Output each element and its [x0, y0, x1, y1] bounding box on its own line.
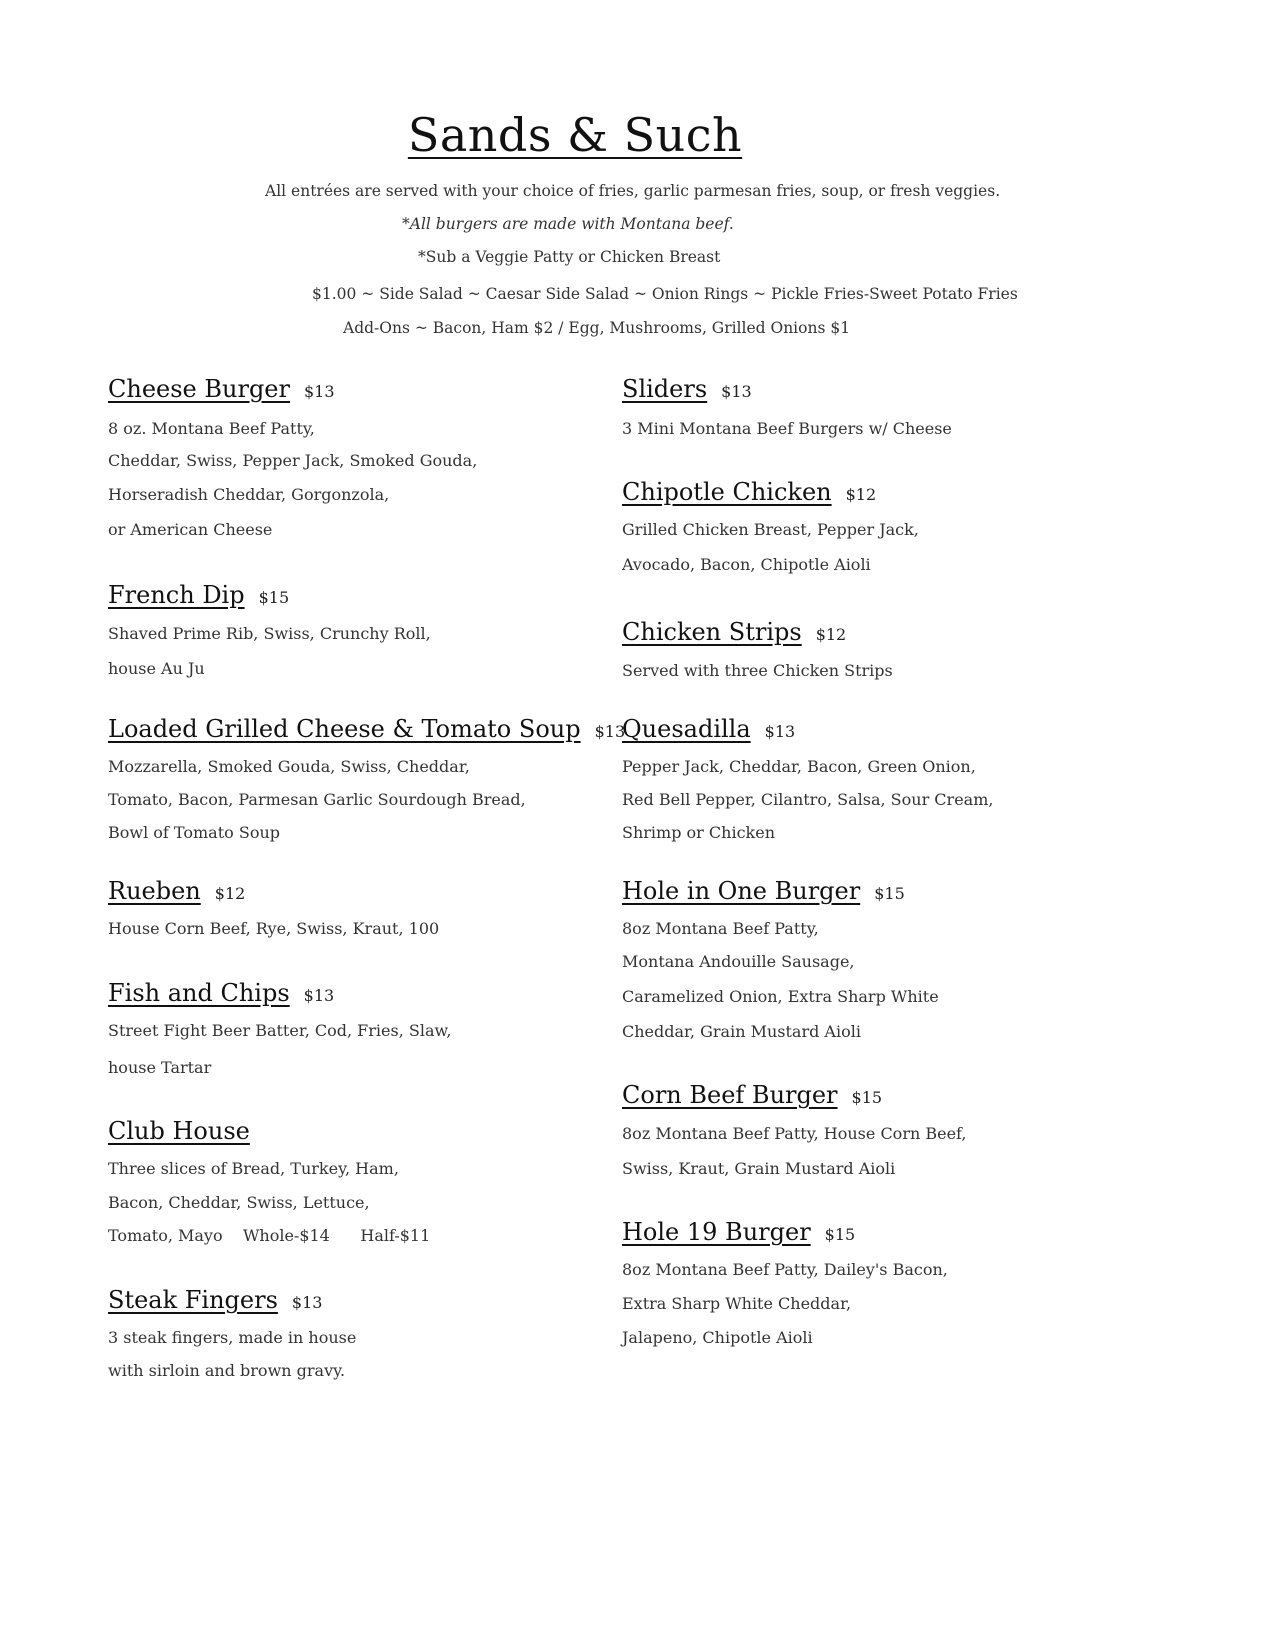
item-price: $15 [258, 588, 290, 607]
item-price: $13 [303, 382, 335, 401]
item-description-line: Bowl of Tomato Soup [108, 823, 280, 842]
item-name: Cheese Burger [108, 375, 290, 403]
item-description-line: Red Bell Pepper, Cilantro, Salsa, Sour Cream, [622, 790, 994, 809]
menu-item-quesadilla [622, 715, 1142, 855]
item-description-line: Montana Andouille Sausage, [622, 952, 855, 971]
item-description-line: Cheddar, Grain Mustard Aioli [622, 1022, 861, 1041]
item-price: $13 [721, 382, 752, 401]
item-description-line: Tomato, Bacon, Parmesan Garlic Sourdough Bread, [108, 790, 526, 809]
item-price: $13 [291, 1293, 323, 1312]
menu-item-fish-and-chips [108, 979, 628, 1089]
substitution-note: *Sub a Veggie Patty or Chicken Breast [418, 248, 721, 266]
item-name: French Dip [108, 581, 245, 609]
item-description-line: Shrimp or Chicken [622, 823, 775, 842]
item-price: $15 [851, 1088, 883, 1107]
item-description-line: Street Fight Beer Batter, Cod, Fries, Slaw, [108, 1021, 452, 1040]
montana-beef-note: *All burgers are made with Montana beef. [402, 215, 734, 233]
item-price: $12 [815, 625, 847, 644]
item-name: Loaded Grilled Cheese & Tomato Soup [108, 715, 581, 743]
item-description-line: Shaved Prime Rib, Swiss, Crunchy Roll, [108, 624, 431, 643]
menu-item-chipotle-chicken [622, 478, 1142, 588]
item-price: $15 [874, 884, 905, 903]
item-name: Sliders [622, 375, 708, 403]
item-name: Club House [108, 1117, 250, 1145]
item-name: Hole 19 Burger [622, 1218, 811, 1246]
item-price: $12 [214, 884, 246, 903]
item-description-line: Bacon, Cheddar, Swiss, Lettuce, [108, 1193, 370, 1212]
item-description-line: 3 Mini Montana Beef Burgers w/ Cheese [622, 419, 952, 438]
menu-item-club-house [108, 1117, 628, 1257]
menu-item-hole-in-one-burger [622, 877, 1142, 1057]
item-description-line: Extra Sharp White Cheddar, [622, 1294, 852, 1313]
item-description-line: Avocado, Bacon, Chipotle Aioli [622, 555, 871, 574]
item-description-line: Horseradish Cheddar, Gorgonzola, [108, 485, 390, 504]
item-name: Chicken Strips [622, 618, 802, 646]
item-description-line: Three slices of Bread, Turkey, Ham, [108, 1159, 399, 1178]
item-description-line: 8 oz. Montana Beef Patty, [108, 419, 315, 438]
item-name: Steak Fingers [108, 1286, 278, 1314]
item-description-line: 8oz Montana Beef Patty, Dailey's Bacon, [622, 1260, 948, 1279]
item-description-line: house Tartar [108, 1058, 212, 1077]
menu-item-french-dip [108, 581, 628, 691]
item-description-line: Cheddar, Swiss, Pepper Jack, Smoked Gouda, [108, 451, 478, 470]
item-description-line: Mozzarella, Smoked Gouda, Swiss, Cheddar, [108, 757, 470, 776]
add-ons-note: Add-Ons ~ Bacon, Ham $2 / Egg, Mushrooms, Grilled Onions $1 [343, 319, 851, 337]
menu-item-corn-beef-burger [622, 1081, 1142, 1191]
item-price: $12 [845, 485, 877, 504]
menu-item-sliders [622, 375, 1142, 455]
menu-item-rueben [108, 877, 628, 957]
page-title: Sands & Such [407, 108, 743, 162]
menu-item-loaded-grilled-cheese [108, 715, 628, 855]
side-upgrades-note: $1.00 ~ Side Salad ~ Caesar Side Salad ~ Onion Rings ~ Pickle Fries-Sweet Potato Fries [312, 285, 1018, 303]
item-description-line: Served with three Chicken Strips [622, 661, 893, 680]
item-name: Fish and Chips [108, 979, 290, 1007]
item-description-line: or American Cheese [108, 520, 273, 539]
entree-sides-note: All entrées are served with your choice of fries, garlic parmesan fries, soup, or fresh veggies. [265, 182, 1001, 200]
item-description-line: Grilled Chicken Breast, Pepper Jack, [622, 520, 919, 539]
item-price: $15 [824, 1225, 856, 1244]
item-price: $13 [764, 722, 796, 741]
item-price: $13 [594, 722, 626, 741]
menu-item-hole-19-burger [622, 1218, 1142, 1358]
item-name: Hole in One Burger [622, 877, 861, 905]
item-description-line: 8oz Montana Beef Patty, [622, 919, 819, 938]
item-description-line: Swiss, Kraut, Grain Mustard Aioli [622, 1159, 896, 1178]
item-name: Quesadilla [622, 715, 751, 743]
item-name: Rueben [108, 877, 201, 905]
menu-item-steak-fingers [108, 1286, 628, 1396]
item-description-line: 3 steak fingers, made in house [108, 1328, 357, 1347]
item-description-line: Caramelized Onion, Extra Sharp White [622, 987, 939, 1006]
item-name: Chipotle Chicken [622, 478, 832, 506]
item-description-line: Tomato, Mayo Whole-$14 Half-$11 [108, 1226, 431, 1245]
item-description-line: House Corn Beef, Rye, Swiss, Kraut, 100 [108, 919, 440, 938]
item-description-line: Pepper Jack, Cheddar, Bacon, Green Onion, [622, 757, 976, 776]
menu-item-cheese-burger [108, 375, 628, 545]
item-price: $13 [303, 986, 335, 1005]
item-description-line: 8oz Montana Beef Patty, House Corn Beef, [622, 1124, 967, 1143]
menu-item-chicken-strips [622, 618, 1142, 698]
item-description-line: Jalapeno, Chipotle Aioli [622, 1328, 813, 1347]
item-name: Corn Beef Burger [622, 1081, 838, 1109]
item-description-line: house Au Ju [108, 659, 205, 678]
item-description-line: with sirloin and brown gravy. [108, 1361, 346, 1380]
